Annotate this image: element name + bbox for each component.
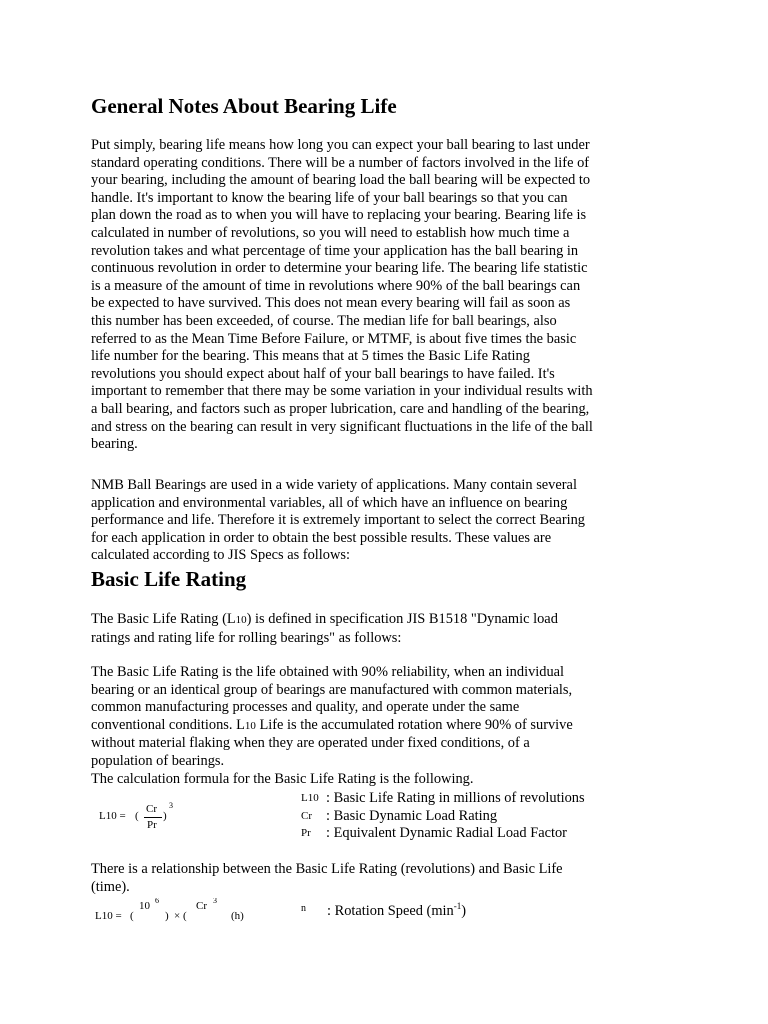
text-line: revolution takes and what percentage of time your application has the ball bearing in: [91, 242, 579, 259]
text-line: without material flaking when they are operated under fixed conditions, of a: [91, 735, 530, 752]
paragraph-basic-life-intro: [91, 611, 721, 647]
intro-subscript: 10: [235, 614, 247, 626]
text-line: handle. It's important to know the bearing life of your ball bearings so that you can: [91, 189, 568, 206]
formula-open-paren: (: [130, 910, 134, 922]
text-line: population of bearings.: [91, 752, 225, 769]
formula-unit: (h): [231, 910, 244, 922]
text-line: common manufacturing processes and quality, and operate under the same: [91, 699, 520, 716]
formula-times: ×: [174, 910, 181, 922]
paragraph-relationship: [91, 861, 721, 896]
text-line: is a measure of the amount of time in revolutions where 90% of the ball bearings can: [91, 277, 581, 294]
text-line: revolutions you should expect about half of your ball bearings to have failed. It's: [91, 365, 555, 382]
legend-text: : Equivalent Dynamic Radial Load Factor: [326, 825, 567, 842]
text-line: ratings and rating life for rolling bearings" as follows:: [91, 629, 402, 646]
text-line: bearing or an identical group of bearings are manufactured with common materials,: [91, 681, 573, 698]
def-text-a: conventional conditions. L: [91, 716, 245, 733]
text-line: application and environmental variables, all of which have an influence on bearing: [91, 494, 568, 511]
text-line: for each application in order to obtain the best possible results. These values are: [91, 529, 552, 546]
life-time-formula: [95, 898, 255, 924]
text-line: a ball bearing, and factors such as proper lubrication, care and handling of the bearing,: [91, 400, 590, 417]
def-subscript: 10: [244, 719, 256, 732]
legend-text-suffix: ): [461, 902, 467, 919]
text-line: performance and life. Therefore it is extremely important to select the correct Bearing: [91, 512, 585, 529]
text-line: be expected to have survived. This does not mean every bearing will fail as soon as: [91, 295, 571, 312]
text-line: and stress on the bearing can result in very significant fluctuations in the life of the ball: [91, 418, 593, 435]
life-rating-formula: [99, 803, 179, 837]
text-line: There is a relationship between the Basic Life Rating (revolutions) and Basic Life: [91, 861, 563, 877]
legend-text: : Basic Dynamic Load Rating: [326, 807, 498, 824]
formula-open-paren: (: [135, 810, 139, 822]
formula-exponent: 3: [169, 801, 173, 810]
text-line: The calculation formula for the Basic Life Rating is the following.: [91, 771, 474, 787]
paragraph-bearing-life: [91, 137, 721, 454]
text-line: your bearing, including the amount of bearing load the ball bearing will be expected to: [91, 172, 591, 189]
formula-lhs: L10 =: [99, 810, 126, 822]
text-line: plan down the road as to when you will have to replacing your bearing. Bearing life is: [91, 207, 587, 224]
def-text-b: Life is the accumulated rotation where 90% of survive: [255, 716, 573, 733]
formula-numerator: 10: [139, 900, 150, 912]
section-title-bearing-life: General Notes About Bearing Life: [91, 94, 397, 118]
formula-numerator: Cr: [146, 803, 157, 815]
text-line: [91, 717, 721, 736]
formula-exponent: 6: [155, 898, 159, 905]
formula-numerator: Cr: [196, 900, 207, 912]
formula-intro: [91, 771, 721, 789]
formula-open-paren: (: [183, 910, 187, 922]
text-line: calculated in number of revolutions, so you will need to establish how much time a: [91, 224, 570, 241]
formula-lhs: L10 =: [95, 910, 122, 922]
text-line: referred to as the Mean Time Before Failure, or MTMF, is about five times the basic: [91, 330, 577, 347]
section-title-basic-life-rating: Basic Life Rating: [91, 567, 247, 591]
legend-symbol: Cr: [301, 809, 312, 822]
paragraph-basic-life-definition: [91, 664, 721, 771]
text-line: important to remember that there may be some variation in your individual results with: [91, 383, 593, 400]
formula-exponent: 3: [213, 898, 217, 905]
legend-text: : Basic Life Rating in millions of revolutions: [326, 790, 585, 806]
text-line: continuous revolution in order to determine your bearing life. The bearing life statistic: [91, 260, 588, 277]
text-line: Put simply, bearing life means how long you can expect your ball bearing to last under: [91, 137, 590, 153]
text-line: The Basic Life Rating is the life obtained with 90% reliability, when an individual: [91, 664, 565, 680]
intro-text-b: ) is defined in specification JIS B1518 "Dynamic load: [246, 611, 558, 627]
text-line: standard operating conditions. There will be a number of factors involved in the life of: [91, 154, 590, 171]
intro-text-a: The Basic Life Rating (L: [91, 611, 236, 627]
text-line: NMB Ball Bearings are used in a wide variety of applications. Many contain several: [91, 477, 577, 493]
legend-superscript: -1: [453, 901, 462, 911]
legend-text: [327, 898, 466, 920]
legend-symbol: n: [301, 903, 306, 914]
text-line: this number has been exceeded, of course. The median life for ball bearings, also: [91, 312, 557, 329]
text-line: life number for the bearing. This means that at 5 times the Basic Life Rating: [91, 348, 530, 365]
paragraph-nmb-bearings: [91, 477, 721, 565]
formula-close-paren: ): [163, 810, 167, 822]
legend-symbol: Pr: [301, 827, 311, 840]
text-line: [91, 611, 721, 630]
legend-symbol: L10: [301, 792, 319, 804]
formula-denominator: Pr: [147, 819, 157, 831]
formula-close-paren: ): [165, 910, 169, 922]
text-line: calculated according to JIS Specs as follows:: [91, 547, 350, 564]
text-line: bearing.: [91, 436, 138, 453]
fraction-bar: [144, 817, 162, 818]
text-line: (time).: [91, 878, 130, 895]
legend-text-main: : Rotation Speed (min: [327, 902, 454, 919]
